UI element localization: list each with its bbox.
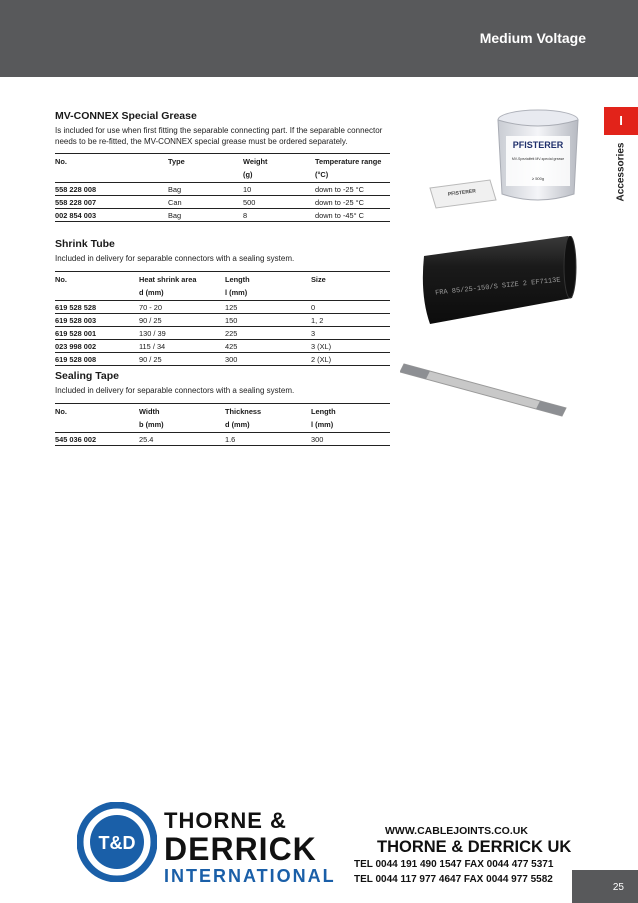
- item-number: 619 528 001: [55, 326, 139, 339]
- website-link[interactable]: WWW.CABLEJOINTS.CO.UK: [385, 825, 528, 837]
- cell: 115 / 34: [139, 339, 225, 352]
- col-header: No.: [55, 271, 139, 286]
- col-header: Size: [311, 271, 390, 286]
- col-unit: [55, 168, 168, 183]
- item-number: 619 528 008: [55, 352, 139, 365]
- col-header: Length: [225, 271, 311, 286]
- contact-line-1: TEL 0044 191 490 1547 FAX 0044 477 5371: [354, 859, 554, 870]
- table-row: [55, 183, 390, 196]
- cell: 70 - 20: [139, 300, 225, 313]
- tape-table: [55, 403, 390, 446]
- item-number: 558 228 007: [55, 196, 168, 209]
- col-unit: [168, 168, 243, 183]
- company-logo: [77, 802, 157, 882]
- cell: 2 (XL): [311, 352, 390, 365]
- col-unit: l (mm): [225, 287, 248, 297]
- item-number: 002 854 003: [55, 209, 168, 222]
- col-header: No.: [55, 154, 168, 169]
- cell: 1.6: [225, 432, 311, 445]
- tube-print: FRA 85/25-150/S SIZE 2 EF7113E: [434, 276, 561, 298]
- tub-brand: PFISTERER: [512, 140, 564, 150]
- cell: 3: [311, 326, 390, 339]
- page-number-box: [572, 870, 638, 903]
- table-row: [55, 196, 390, 209]
- col-unit: (g): [243, 170, 253, 179]
- grease-can-image: [492, 108, 584, 204]
- col-unit: d (mm): [139, 287, 164, 297]
- cell: 425: [225, 339, 311, 352]
- cell: 0: [311, 300, 390, 313]
- brand-line-3: INTERNATIONAL: [164, 866, 336, 886]
- shrink-section: [55, 238, 390, 366]
- shrink-title: Shrink Tube: [55, 238, 115, 250]
- cell: 90 / 25: [139, 352, 225, 365]
- grease-table: [55, 153, 390, 222]
- cell: 1, 2: [311, 313, 390, 326]
- sealing-tape-image: [400, 360, 570, 420]
- footer-banner: [67, 798, 572, 895]
- cell: 150: [225, 313, 311, 326]
- item-number: 558 228 008: [55, 183, 168, 196]
- cell: Can: [168, 196, 243, 209]
- item-number: 619 528 528: [55, 300, 139, 313]
- cell: 90 / 25: [139, 313, 225, 326]
- contact-line-2: TEL 0044 117 977 4647 FAX 0044 977 5582: [354, 874, 553, 885]
- table-row: [55, 352, 390, 365]
- cell: down to -45° C: [315, 209, 390, 222]
- shrink-table: [55, 271, 390, 366]
- table-row: [55, 326, 390, 339]
- item-number: 545 036 002: [55, 432, 139, 445]
- section-tab-label: Accessories: [615, 142, 627, 202]
- grease-title: MV-CONNEX Special Grease: [55, 110, 197, 122]
- col-unit: l (mm): [311, 419, 334, 429]
- table-row: [55, 300, 390, 313]
- table-row: [55, 313, 390, 326]
- grease-description: Is included for use when first fitting the separable connecting part. If the separable connector needs to be re-fitted, the MV-CONNEX special grease must be ordered separately.: [55, 126, 383, 146]
- cell: down to -25 °C: [315, 196, 390, 209]
- company-name: THORNE & DERRICK UK: [377, 838, 572, 856]
- header-bar: [0, 0, 638, 77]
- shrink-tube-image: [420, 236, 580, 328]
- item-number: 023 998 002: [55, 339, 139, 352]
- col-unit: b (mm): [139, 419, 164, 429]
- col-header: Temperature range: [315, 154, 390, 169]
- logo-text: T&D: [98, 833, 136, 853]
- sachet-brand: PFISTERER: [447, 188, 477, 198]
- cell: Bag: [168, 209, 243, 222]
- col-header: Type: [168, 154, 243, 169]
- cell: 125: [225, 300, 311, 313]
- cell: 10: [243, 183, 315, 196]
- table-row: [55, 209, 390, 222]
- cell: 300: [311, 432, 390, 445]
- col-header: No.: [55, 403, 139, 418]
- col-header: Width: [139, 403, 225, 418]
- col-header: Heat shrink area: [139, 271, 225, 286]
- page-number: 25: [612, 882, 624, 893]
- cell: Bag: [168, 183, 243, 196]
- col-unit: [55, 286, 139, 301]
- col-header: Length: [311, 403, 390, 418]
- section-tab-letter[interactable]: I: [604, 107, 638, 135]
- page-title: Medium Voltage: [479, 30, 586, 46]
- col-unit: [55, 418, 139, 433]
- cell: 300: [225, 352, 311, 365]
- cell: 8: [243, 209, 315, 222]
- tape-description: Included in delivery for separable connectors with a sealing system.: [55, 386, 295, 395]
- col-header: Weight: [243, 154, 315, 169]
- table-row: [55, 432, 390, 445]
- col-unit: [311, 286, 390, 301]
- tub-subtext: MV-Spezialfett MV-special grease: [511, 157, 565, 161]
- brand-line-2: DERRICK: [164, 831, 317, 867]
- tape-title: Sealing Tape: [55, 370, 119, 382]
- cell: 500: [243, 196, 315, 209]
- section-tab: [604, 137, 638, 207]
- col-unit: d (mm): [225, 419, 250, 429]
- col-header: Thickness: [225, 403, 311, 418]
- cell: down to -25 °C: [315, 183, 390, 196]
- item-number: 619 528 003: [55, 313, 139, 326]
- cell: 3 (XL): [311, 339, 390, 352]
- col-unit: (°C): [315, 170, 329, 179]
- tub-weight: ≥ 500g: [531, 176, 545, 181]
- cell: 130 / 39: [139, 326, 225, 339]
- cell: 225: [225, 326, 311, 339]
- table-row: [55, 339, 390, 352]
- grease-section: [55, 110, 390, 222]
- shrink-description: Included in delivery for separable connectors with a sealing system.: [55, 254, 295, 263]
- cell: 25.4: [139, 432, 225, 445]
- grease-sachet-image: [428, 178, 498, 210]
- tape-section: [55, 370, 390, 446]
- brand-line-1: THORNE &: [164, 808, 287, 833]
